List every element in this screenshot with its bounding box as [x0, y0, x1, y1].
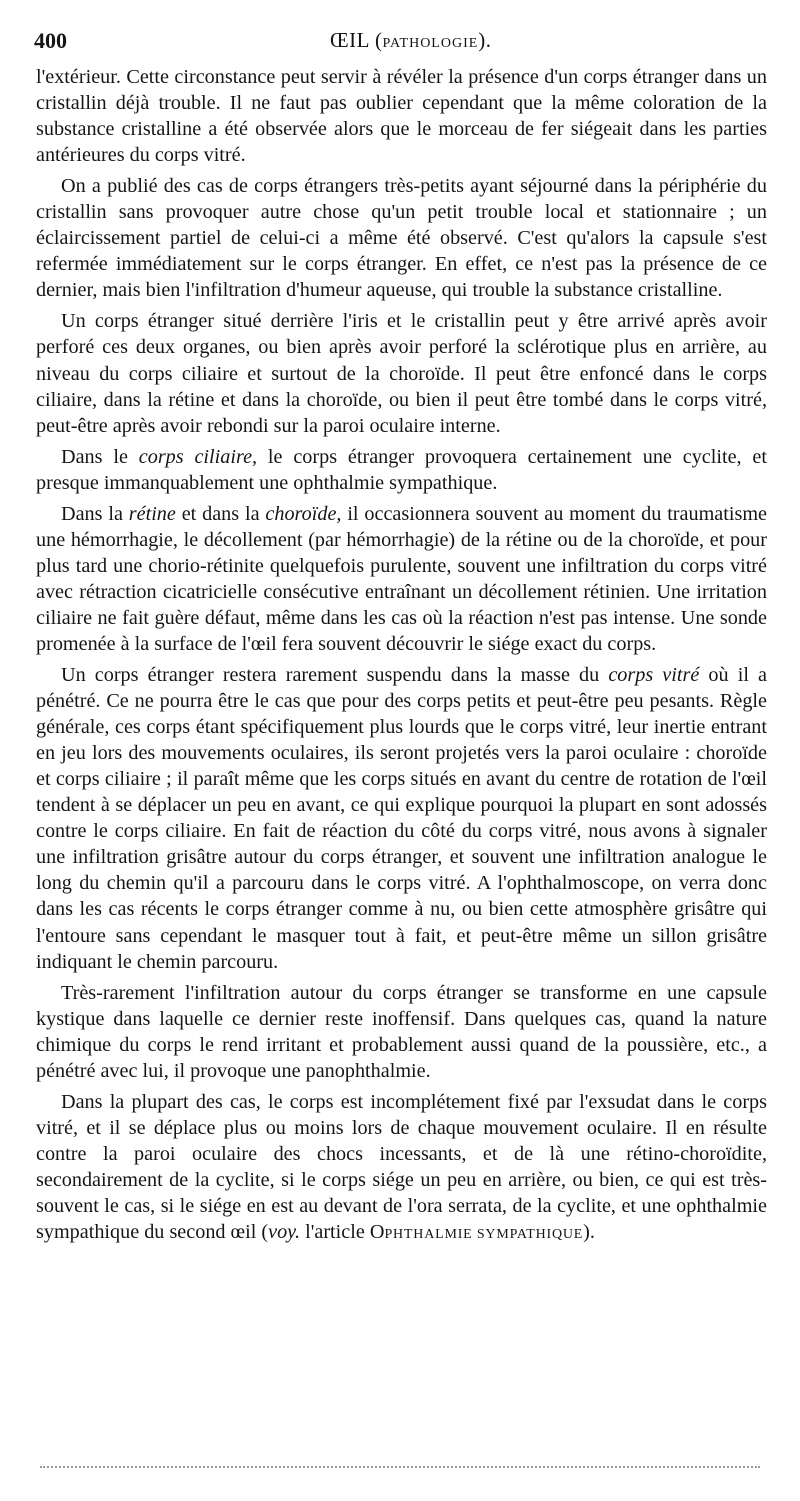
- text-run: Dans la plupart des cas, le corps est incomplétement fixé par l'exsudat dans le corps vitré, et il se déplace plus ou moins lors de chaque mouvement oculaire. Il en résulte contre la paroi oculaire des chocs incessants, et de là une rétino-choroïdite, secondairement de la cyclite, si le corps siége un peu en arrière, ou bien, ce qui est très-souvent le cas, si le siége en est au devant de l'ora serrata, de la cyclite, et une ophthalmie sympathique du second œil (: [36, 1090, 767, 1244]
- text-run: il occasionnera souvent au moment du traumatisme une hémorrhagie, le décollement (par hémorrhagie) de la rétine ou de la choroïde, et pour plus tard une chorio-rétinite quelquefois purulente, souvent une infiltration du corps vitré avec rétraction cicatricielle consécutive entraînant un décollement rétinien. Une irritation ciliaire ne fait guère défaut, même dans les cas où la réaction n'est pas intense. Une sonde promenée à la surface de l'œil fera souvent découvrir le siége exact du corps.: [36, 502, 767, 655]
- text-run: et dans la: [175, 502, 266, 525]
- running-title-subject: PATHOLOGIE: [382, 36, 479, 51]
- paragraph-retine-choroide: [36, 501, 767, 657]
- running-title-main: ŒIL (: [330, 28, 383, 52]
- running-title: [330, 28, 492, 53]
- emphasis-corps-ciliaire: corps ciliaire,: [138, 445, 258, 468]
- text-run: ).: [583, 1221, 595, 1244]
- text-run: Dans la: [61, 502, 129, 525]
- paragraph-continuation: l'extérieur. Cette circonstance peut servir à révéler la présence d'un corps étranger dans un cristallin déjà trouble. Il ne faut pas oublier cependant que la même coloration de la substance cristalline a été observée alors que le morceau de fer siégeait dans les parties antérieures du corps vitré.: [36, 66, 767, 167]
- text-run: l'article O: [300, 1221, 385, 1244]
- paragraph-corps-ciliaire: [36, 444, 767, 496]
- emphasis-corps-vitre: corps vitré: [608, 664, 700, 687]
- cross-reference-small-caps: PHTHALMIE SYMPATHIQUE: [384, 1227, 584, 1243]
- bottom-dotted-rule: [40, 1466, 760, 1468]
- text-run: le corps étranger provoquera certainement une cyclite, et presque immanquablement une ophthalmie sympathique.: [36, 445, 767, 494]
- emphasis-choroide: choroïde,: [265, 502, 342, 525]
- paragraph-cristallin: On a publié des cas de corps étrangers très-petits ayant séjourné dans la périphérie du cristallin sans provoquer autre chose qu'un petit trouble local et stationnaire ; un éclaircissement partiel de celui-ci a même été observé. C'est qu'alors la capsule s'est refermée immédiatement sur le corps étranger. En effet, ce n'est pas la présence de ce dernier, mais bien l'infiltration d'humeur aqueuse, qui trouble la substance cristalline.: [36, 175, 767, 302]
- page-number: 400: [34, 28, 67, 53]
- paragraph-capsule-kystique: Très-rarement l'infiltration autour du corps étranger se transforme en une capsule kystique dans laquelle ce dernier reste inoffensif. Dans quelques cas, quand la nature chimique du corps le rend irritant et probablement aussi quand de la poussière, etc., a pénétré avec lui, il provoque une panophthalmie.: [36, 981, 767, 1082]
- paragraph-ophthalmie-sympathique: [36, 1089, 767, 1248]
- emphasis-voy: voy.: [268, 1221, 301, 1244]
- text-run: Dans le: [61, 445, 139, 468]
- text-run: où il a pénétré. Ce ne pourra être le cas que pour des corps petits et peut-être peu pesants. Règle générale, ces corps étant spécifiquement plus lourds que le corps vitré, leur inertie entrant en jeu lors des mouvements oculaires, ils seront projetés vers la paroi oculaire : choroïde et corps ciliaire ; il paraît même que les corps situés en avant du centre de rotation de l'œil tendent à se déplacer un peu en avant, ce qui explique pourquoi la plupart en sont adossés contre le corps ciliaire. En fait de réaction du côté du corps vitré, nous avons à signaler une infiltration grisâtre autour du corps étranger, et souvent une infiltration analogue le long du chemin qu'il a parcouru dans le corps vitré. A l'ophthalmoscope, on verra donc dans les cas récents le corps étranger comme à nu, ou bien cette atmosphère grisâtre qui l'entoure sans cependant le masquer tout à fait, et peut-être même un sillon grisâtre indiquant le chemin parcouru.: [36, 664, 767, 973]
- paragraph-retro-iridien: Un corps étranger situé derrière l'iris et le cristallin peut y être arrivé après avoir perforé ces deux organes, ou bien après avoir perforé la sclérotique plus en arrière, au niveau du corps ciliaire et surtout de la choroïde. Il peut être enfoncé dans le corps ciliaire, dans la rétine et dans la choroïde, ou bien il peut être tombé dans le corps vitré, peut-être après avoir rebondi sur la paroi oculaire interne.: [36, 310, 767, 437]
- emphasis-retine: rétine: [128, 502, 176, 525]
- article-body: [36, 64, 767, 1253]
- page-header: [30, 28, 770, 62]
- running-title-end: ).: [478, 28, 492, 52]
- paragraph-corps-vitre: [36, 662, 767, 975]
- text-run: Un corps étranger restera rarement suspendu dans la masse du: [61, 664, 609, 687]
